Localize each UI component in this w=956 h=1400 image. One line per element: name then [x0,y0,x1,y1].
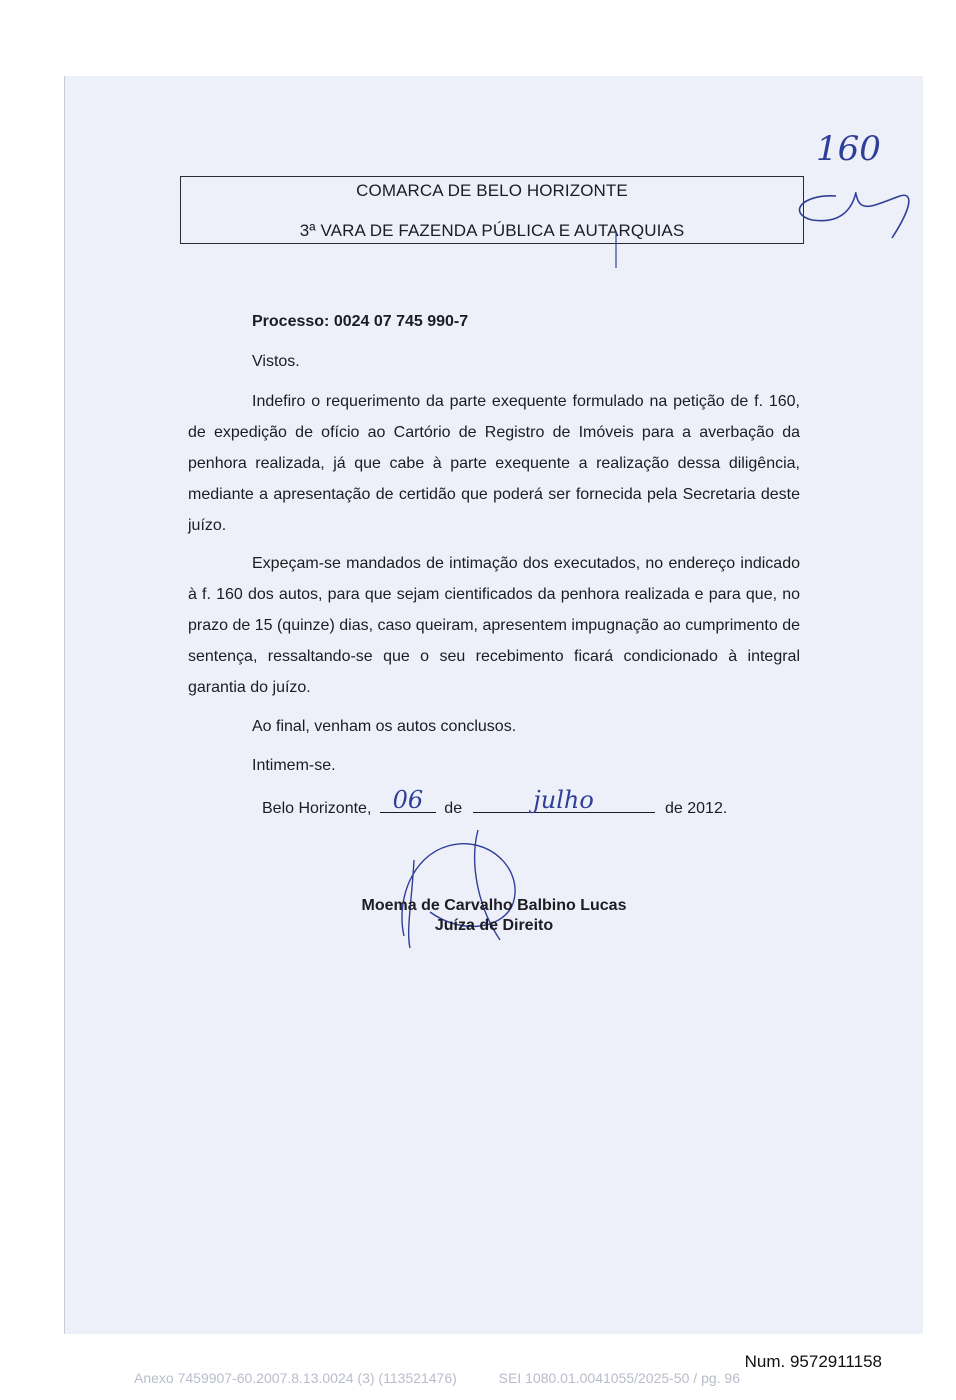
document-page [64,76,923,1334]
handwritten-month: julho [533,786,594,814]
day-blank [380,786,436,814]
date-line [262,786,728,819]
vistos-line: Vistos. [252,353,300,370]
court-division: 3ª VARA DE FAZENDA PÚBLICA E AUTARQUIAS [299,221,685,240]
handwritten-day: 06 [392,786,424,814]
court-header-box [180,176,804,244]
sei-reference: SEI 1080.01.0041055/2025-50 / pg. 96 [498,1370,740,1386]
annex-reference: Anexo 7459907-60.2007.8.13.0024 (3) (113521476) [134,1370,457,1386]
month-blank [473,786,655,814]
date-year: de 2012. [665,800,728,817]
final-line: Ao final, venham os autos conclusos. [252,718,517,735]
signer-name: Moema de Carvalho Balbino Lucas [361,897,627,914]
process-number: Processo: 0024 07 745 990-7 [252,313,469,330]
document-number: Num. 9572911158 [744,1352,882,1371]
footer-metadata [134,1370,740,1386]
paragraph-indeferimento: Indefiro o requerimento da parte exequente formulado na petição de f. 160, de expedição de ofício ao Cartório de Registro de Imóveis para a averbação da penhora realizada, já que cabe à parte exequente a realização dessa diligência, mediante a apresentação de certidão que poderá ser fornecida pela Secretaria deste juízo. [188,393,800,534]
date-de: de [444,800,463,817]
paragraph-intimacao: Expeçam-se mandados de intimação dos executados, no endereço indicado à f. 160 dos autos, para que sejam cientificados da penhora realizada e para que, no prazo de 15 (quinze) dias, caso queiram, apresentem impugnação ao cumprimento de sentença, ressaltando-se que o seu recebimento ficará condicionado à integral garantia do juízo. [188,555,800,696]
court-name: COMARCA DE BELO HORIZONTE [356,181,628,200]
signer-role: Juíza de Direito [434,917,554,934]
margin-page-number: 160 [816,129,881,169]
intimem-line: Intimem-se. [252,757,336,774]
date-place: Belo Horizonte, [262,800,372,817]
